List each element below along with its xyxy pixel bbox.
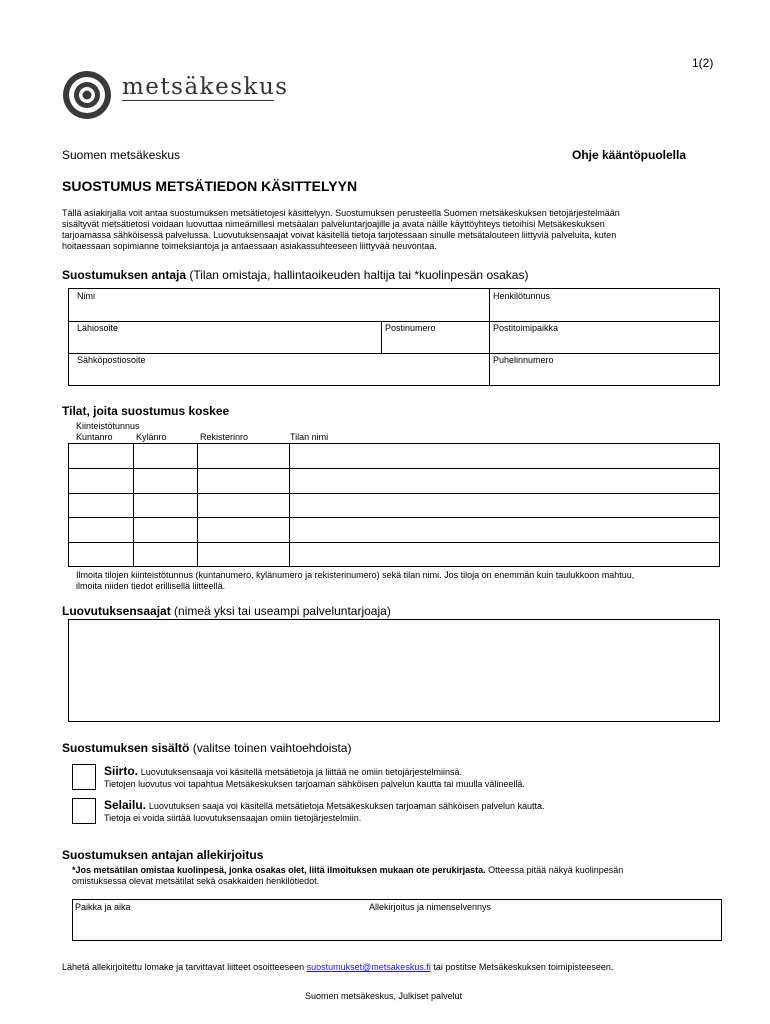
signature-heading: Suostumuksen antajan allekirjoitus	[62, 848, 264, 862]
logo-underline	[122, 100, 274, 101]
col-kylanro: Kylänro	[136, 432, 167, 442]
col-kuntanro: Kuntanro	[76, 432, 113, 442]
table-row[interactable]	[69, 518, 719, 542]
note-line: Ilmoita tilojen kiinteistötunnus (kuntanumero, kylänumero ja rekisterinumero) sekä tilan nimi. Jos tiloja on enemmän kuin taulukkoon mahtuu,	[76, 570, 635, 580]
option-line: Luovutuksensaaja voi käsitellä metsätietoja ja liittää ne omiin tietojärjestelmiinsä.	[140, 767, 462, 777]
place-date-field[interactable]: Paikka ja aika	[75, 902, 131, 912]
intro-line: sisältyvät metsätietosi voidaan luovuttaa nimeämillesi metsäalan palveluntarjoajille ja avata näille käyttöyhteys tietoihisi Metsäkeskuksen	[62, 219, 605, 229]
intro-line: tarjoamassa sähköisessä palvelussa. Luovutuksensaajat voivat käsitellä tietoja tarjotessaan sinulle metsätalouteen liittyviä palveluita, kuten	[62, 230, 617, 240]
target-logo-icon	[62, 70, 112, 120]
col-tilan-nimi: Tilan nimi	[290, 432, 329, 442]
phone-field[interactable]: Puhelinnumero	[493, 355, 554, 365]
estates-heading: Tilat, joita suostumus koskee	[62, 404, 230, 418]
consent-giver-heading	[62, 268, 528, 282]
content-heading	[62, 741, 351, 755]
city-field[interactable]: Postitoimipaikka	[493, 323, 559, 333]
name-field[interactable]: Nimi	[77, 291, 95, 301]
recipients-input[interactable]	[68, 619, 720, 722]
section-title: Suostumuksen antaja	[62, 268, 187, 282]
page-title: SUOSTUMUS METSÄTIEDON KÄSITTELYYN	[62, 178, 358, 194]
instructions-note: Ohje kääntöpuolella	[572, 148, 687, 162]
estates-table	[68, 443, 720, 567]
page-number: 1(2)	[692, 56, 714, 70]
footer-org: Suomen metsäkeskus, Julkiset palvelut	[305, 991, 463, 1001]
signature-box	[72, 899, 722, 941]
table-row[interactable]	[69, 543, 719, 566]
property-id-label: Kiinteistötunnus	[76, 421, 140, 431]
estates-note	[76, 570, 726, 592]
col-rekisterinro: Rekisterinro	[200, 432, 249, 442]
section-title: Suostumuksen sisältö	[62, 741, 190, 755]
section-title: Luovutuksensaajat	[62, 604, 171, 618]
intro-line: hoitaessaan sopimianne toimeksiantoja ja antaessaan asiakassuhteeseen liittyvää neuvontaa.	[62, 241, 437, 251]
note-line: omistuksessa olevat metsätilat sekä osakkaiden henkilötiedot.	[72, 876, 320, 886]
option-line: Tietoja ei voida siirtää luovutuksensaajan omiin tietojärjestelmiin.	[104, 813, 362, 823]
table-row[interactable]	[69, 469, 719, 493]
browse-option	[104, 799, 724, 824]
table-row[interactable]	[69, 444, 719, 468]
send-text: tai postitse Metsäkeskuksen toimipisteeseen.	[430, 962, 614, 972]
option-title: Siirto.	[104, 764, 139, 778]
consent-giver-form	[68, 288, 720, 386]
logo-text: metsäkeskus	[122, 74, 289, 100]
section-subtitle: (valitse toinen vaihtoehdoista)	[192, 741, 352, 755]
note-line: ilmoita niiden tiedot erillisellä liitteellä.	[76, 581, 226, 591]
note-rest: Otteessa pitää näkyä kuolinpesän	[485, 865, 624, 875]
option-title: Selailu.	[104, 798, 147, 812]
table-row[interactable]	[69, 494, 719, 517]
send-instructions	[62, 962, 613, 973]
transfer-option	[104, 765, 724, 790]
email-field[interactable]: Sähköpostiosoite	[77, 355, 146, 365]
section-subtitle: (Tilan omistaja, hallintaoikeuden haltija tai *kuolinpesän osakas)	[189, 268, 529, 282]
signature-field[interactable]: Allekirjoitus ja nimenselvennys	[369, 902, 492, 912]
email-link[interactable]: suostumukset@metsakeskus.fi	[306, 962, 431, 972]
send-text: Lähetä allekirjoitettu lomake ja tarvittavat liitteet osoitteeseen	[62, 962, 307, 972]
option-line: Tietojen luovutus voi tapahtua Metsäkeskuksen tarjoaman sähköisen palvelun kautta tai muulla välineellä.	[104, 779, 525, 789]
logo	[62, 70, 289, 120]
intro-line: Tällä asiakirjalla voit antaa suostumuksen metsätietojesi käsittelyyn. Suostumuksen perusteella Suomen metsäkeskuksen tietojärjestelmään	[62, 208, 620, 218]
option-line: Luovutuksen saaja voi käsitellä metsätietoja Metsäkeskuksen tarjoaman sähköisen palvelun kautta.	[148, 801, 545, 811]
section-subtitle: (nimeä yksi tai useampi palveluntarjoaja)	[174, 604, 391, 618]
transfer-checkbox[interactable]	[72, 764, 96, 790]
address-field[interactable]: Lähiosoite	[77, 323, 119, 333]
signature-note	[72, 865, 722, 887]
org-name: Suomen metsäkeskus	[62, 148, 181, 162]
note-bold: *Jos metsätilan omistaa kuolinpesä, jonka osakas olet, liitä ilmoituksen mukaan ote perukirjasta.	[72, 865, 486, 875]
recipients-heading	[62, 604, 391, 618]
postcode-field[interactable]: Postinumero	[385, 323, 436, 333]
browse-checkbox[interactable]	[72, 798, 96, 824]
id-field[interactable]: Henkilötunnus	[493, 291, 551, 301]
intro-text	[62, 208, 722, 252]
